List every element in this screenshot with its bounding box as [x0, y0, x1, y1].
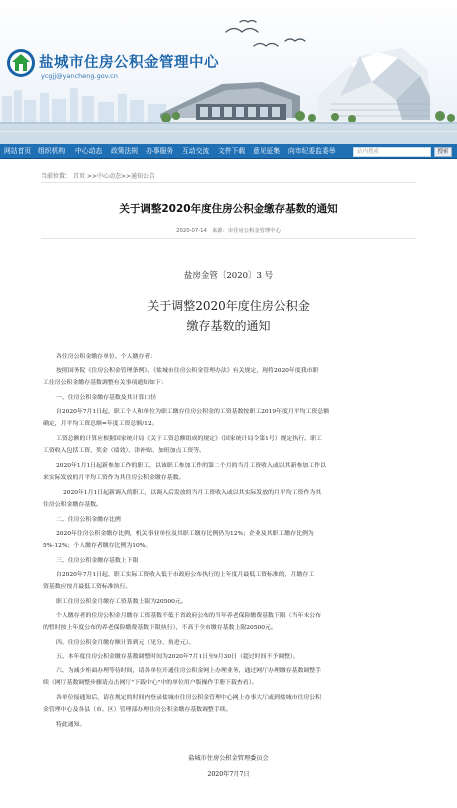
nav-item-downloads[interactable]: 文件下载	[218, 147, 246, 155]
breadcrumb-prefix: 当前位置：	[41, 173, 72, 180]
closing-line: 特此通知。	[56, 722, 86, 728]
paragraph-line: 确定，月平均工资总额=年度工资总额/12。	[43, 421, 158, 427]
document-title-line1: 关于调整2020年度住房公积金	[147, 299, 310, 313]
paragraph-line: 续（网厅基数调整步骤请点击网厅"下载中心"中的单位用户版操作手册下载查看）。	[43, 680, 258, 686]
paragraph-line: 自2020年7月1日起，职工实际工资收入低于市政府公布执行的上年度月最低工资标准的，月缴存工	[56, 572, 315, 578]
paragraph-line: 2020年1月1日起新参加工作的职工，以该职工参加工作的第二个月的当月工资收入或以其新参加工作以	[56, 463, 326, 469]
breadcrumb-home-link[interactable]: 首页	[72, 173, 85, 180]
article-source: 市住房公积金管理中心	[227, 228, 281, 234]
section-heading-1: 一、住房公积金缴存基数及其计算口径	[56, 395, 157, 401]
nav-item-services[interactable]: 办事服务	[146, 147, 174, 155]
site-name: 盐城市住房公积金管理中心	[39, 55, 219, 71]
article-source-label: 来源：	[211, 228, 228, 234]
paragraph-line: 资基数应按月最低工资标准执行。	[43, 584, 132, 590]
section-heading-6: 六、为减少柜面办理等待时间，请各单位开通住房公积金网上办理业务，通过网厅办理缴存基数调整手	[56, 668, 322, 674]
breadcrumb-news-link[interactable]: 中心动态	[96, 173, 121, 180]
paragraph-line: 个人缴存者的住房公积金月缴存工资基数不低于省政府公布的当年养老保险缴费基数下限（当年未公布	[56, 613, 322, 619]
article-meta	[0, 226, 457, 234]
signature-organization: 盐城市住房公积金管理委员会	[188, 755, 269, 762]
paragraph-line: 工资收入包括工资、奖金（绩效）、津补贴、加班加点工资等。	[43, 448, 205, 454]
article-divider	[41, 238, 416, 239]
document-number: 盐房金管〔2020〕3 号	[183, 271, 274, 281]
paragraph-line: 工资总额的计算应根据国家统计局《关于工资总额组成的规定》（国家统计局令第1号）规定执行。职工	[56, 436, 322, 442]
breadcrumb-separator: >>	[120, 173, 132, 180]
paragraph-line: 各单位接通知后，请在规定的时间内登录盐城市住房公积金管理中心网上办事大厅或到盐城市住房公积	[56, 695, 322, 701]
nav-item-interaction[interactable]: 互动交流	[182, 147, 210, 155]
nav-item-policies[interactable]: 政策法规	[111, 147, 139, 155]
nav-item-organization[interactable]: 组织机构	[38, 147, 66, 155]
breadcrumb-separator: >>	[86, 173, 97, 180]
article-title: 关于调整2020年度住房公积金缴存基数的通知	[119, 203, 338, 215]
paragraph-line: 自2020年7月1日起，职工个人和单位为职工缴存住房公积金的工资基数按职工2019年度月平均工资总额	[56, 409, 330, 415]
logo-icon	[6, 48, 36, 78]
section-heading-2: 二、住房公积金缴存比例	[56, 517, 121, 523]
breadcrumb-notices-link[interactable]: 通知公告	[131, 173, 156, 180]
article-date: 2020-07-14	[176, 228, 207, 234]
nav-item-feedback[interactable]: 意见征集	[253, 147, 281, 155]
paragraph-line: 金管理中心及各县（市、区）管理部办理住房公积金缴存基数调整手续。	[43, 707, 232, 713]
paragraph-line: 工住房公积金缴存基数调整有关事项通知如下：	[43, 380, 167, 386]
section-heading-4: 四、住房公积金月缴存额计算到元（见分、角进元）。	[56, 640, 195, 646]
document-title-line2: 缴存基数的通知	[186, 319, 271, 333]
paragraph-line: 2020年1月1日起新调入的职工，以调入后发放的当月工资收入或以其实际发放的月平均工资作为其	[63, 490, 322, 496]
paragraph-line: 住房公积金缴存基数。	[43, 502, 102, 508]
paragraph-line: 按照国务院《住房公积金管理条例》、《盐城市住房公积金管理办法》有关规定，现将2020年度我市职	[56, 368, 319, 374]
paragraph-line: 职工住房公积金月缴存工资基数上限为20500元。	[56, 599, 187, 605]
breadcrumb	[41, 171, 155, 180]
paragraph-line: 2020年住房公积金缴存比例，机关事业单位及其职工缴存比例仍为12%；企业及其职工缴存比例为	[56, 531, 314, 537]
nav-item-report[interactable]: 向市纪委监委举	[288, 147, 336, 155]
paragraph-line: 的暂时按上年度公布的养老保险缴费基数下限执行），不高于全市缴存基数上限20500元。	[43, 625, 277, 631]
nav-item-home[interactable]: 网站首页	[4, 147, 32, 155]
breadcrumb-divider	[41, 182, 416, 183]
section-heading-3: 三、住房公积金缴存基数上下限	[56, 558, 139, 564]
nav-item-news[interactable]: 中心动态	[75, 147, 103, 155]
site-banner	[0, 0, 457, 144]
main-nav	[0, 144, 457, 159]
paragraph-line: 来实际发放的月平均工资作为其住房公积金缴存基数。	[43, 475, 185, 481]
signature-date: 2020年7月7日	[207, 771, 250, 778]
site-search-button[interactable]: 搜索	[434, 147, 452, 157]
paragraph-line: 5%-12%；个人缴存者缴存比例为10%。	[43, 543, 152, 549]
site-search-input[interactable]: 站内搜索	[353, 147, 431, 157]
salutation: 各住房公积金缴存单位、个人缴存者：	[56, 354, 157, 360]
site-url: ycgjj@yancheng.gov.cn	[41, 72, 118, 80]
section-heading-5: 五、本年度住房公积金缴存基数调整时间为2020年7月1日至9月30日（超过时间不予调整）。	[56, 654, 299, 660]
